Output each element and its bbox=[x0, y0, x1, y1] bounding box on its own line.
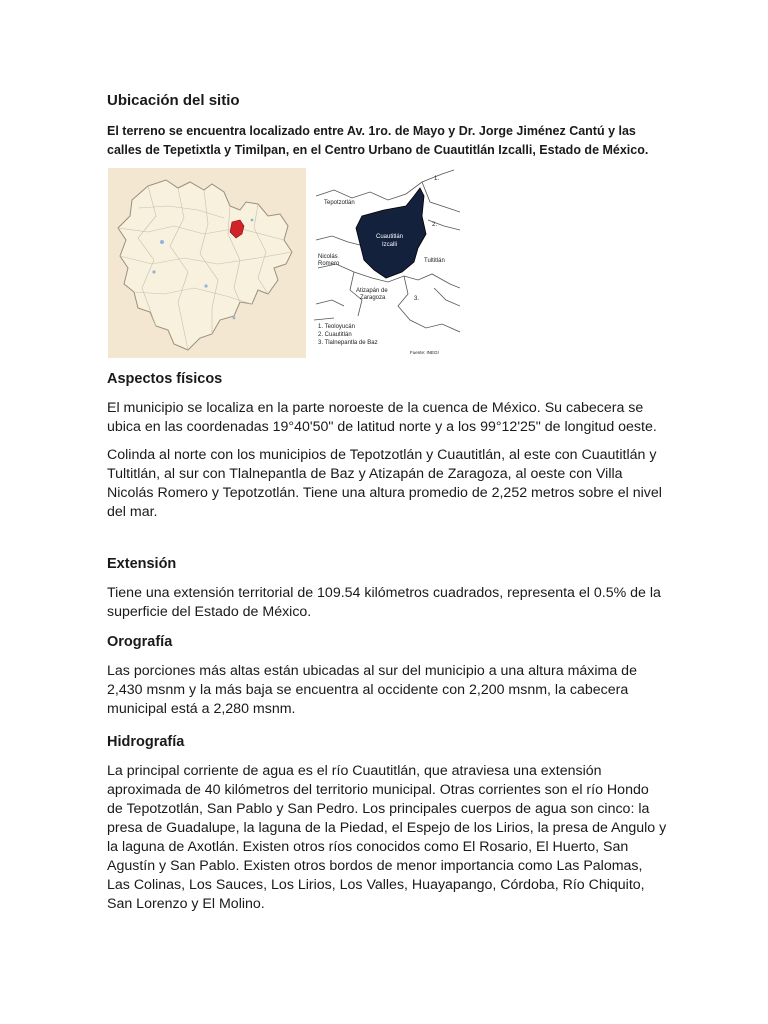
legend-item-3: 3. Tlalnepantla de Baz bbox=[318, 340, 378, 346]
ubicacion-intro: El terreno se encuentra localizado entre Av. 1ro. de Mayo y Dr. Jorge Jiménez Cantú y las calles de Tepetixtla y Timilpan, en el Centro Urbano de Cuautitlán Izcalli, Estado de México. bbox=[107, 124, 649, 157]
section-orografia bbox=[107, 634, 667, 728]
hidrografia-paragraph: La principal corriente de agua es el río Cuautitlán, que atraviesa una extensión aproximada de 40 kilómetros del territorio municipal. Otras corrientes son el río Hondo de Tepotzotlán, San Pablo y San Pedro. Los principales cuerpos de agua son cinco: la presa de Guadalupe, la laguna de la Piedad, el Espejo de los Lirios, la presa de Angulo y la laguna de Axotlán. Existen otros ríos conocidos como El Rosario, El Huerto, San Agustín y San Pablo. Existen otros bordos de menor importancia como Las Palomas, Las Colinas, Los Sauces, Los Lirios, Los Valles, Huayapango, Córdoba, Río Chiquito, San Lorenzo y El Molino. bbox=[107, 763, 667, 912]
label-nicolas-romero-1: Nicolás bbox=[318, 254, 338, 260]
location-maps bbox=[108, 168, 460, 358]
label-num-3: 3. bbox=[414, 296, 420, 302]
state-map bbox=[108, 168, 306, 358]
extension-paragraph: Tiene una extensión territorial de 109.54 kilómetros cuadrados, representa el 0.5% de la superficie del Estado de México. bbox=[107, 585, 661, 620]
map-source: Fuente: INEGI bbox=[410, 350, 439, 355]
label-nicolas-romero-2: Romero bbox=[318, 261, 340, 267]
label-num-1: 1. bbox=[434, 176, 440, 182]
section-title-hidrografia: Hidrografía bbox=[107, 734, 185, 750]
label-num-2: 2. bbox=[432, 222, 438, 228]
section-title-orografia: Orografía bbox=[107, 634, 173, 650]
legend-item-1: 1. Teoloyucán bbox=[318, 324, 355, 330]
section-title-extension: Extensión bbox=[107, 556, 177, 572]
label-cuautitlan-izcalli-2: Izcalli bbox=[382, 242, 398, 248]
aspectos-paragraph-1: El municipio se localiza en la parte noroeste de la cuenca de México. Su cabecera se ubica en las coordenadas 19°40'50" de latitud norte y a los 99°12'25" de longitud oeste. bbox=[107, 400, 657, 435]
municipio-map bbox=[314, 168, 460, 358]
label-tultitlan: Tultitlán bbox=[424, 258, 445, 264]
section-title-ubicacion: Ubicación del sitio bbox=[107, 92, 240, 109]
section-hidrografia bbox=[107, 734, 667, 923]
section-extension bbox=[107, 556, 667, 631]
label-tepotzotlan: Tepotzotlán bbox=[324, 200, 355, 206]
label-cuautitlan-izcalli-1: Cuautitlán bbox=[376, 234, 404, 240]
aspectos-paragraph-2: Colinda al norte con los municipios de Tepotzotlán y Cuautitlán, al este con Cuautitlán y Tultitlán, al sur con Tlalnepantla de Baz y Atizapán de Zaragoza, al oeste con Villa Nicolás Romero y Tepotzotlán. Tiene una altura promedio de 2,252 metros sobre el nivel del mar. bbox=[107, 447, 662, 520]
section-aspectos bbox=[107, 371, 667, 531]
label-atizapan-1: Atizapán de bbox=[356, 288, 388, 294]
legend-item-2: 2. Cuautitlán bbox=[318, 332, 352, 338]
orografia-paragraph: Las porciones más altas están ubicadas al sur del municipio a una altura máxima de 2,430 msnm y la más baja se encuentra al occidente con 2,200 msnm, la cabecera municipal está a 2,280 msnm. bbox=[107, 663, 637, 717]
section-title-aspectos: Aspectos físicos bbox=[107, 371, 223, 387]
label-atizapan-2: Zaragoza bbox=[360, 295, 386, 301]
